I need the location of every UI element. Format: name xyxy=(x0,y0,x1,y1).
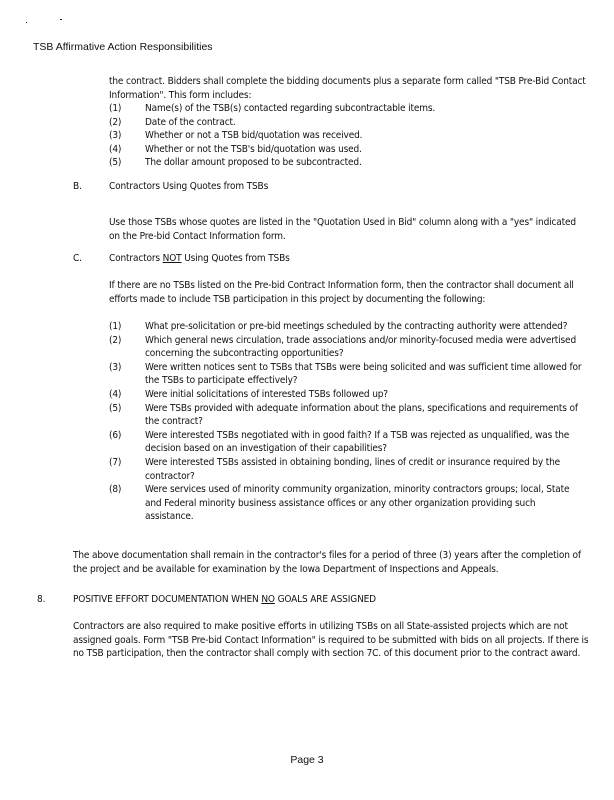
list-item xyxy=(109,129,579,143)
list-item-number: (1) xyxy=(109,103,122,114)
list-item-number: (5) xyxy=(109,157,122,169)
list-item-text: What pre-solicitation or pre-bid meetings scheduled by the contracting authority were attended? xyxy=(145,321,568,332)
list-item-text: Which general news circulation, trade associations and/or minority-focused media were advertised concerning the subcontracting opportunities? xyxy=(145,334,577,360)
heading-text: Using Quotes from TSBs xyxy=(181,253,290,264)
list-item-text: Name(s) of the TSB(s) contacted regarding subcontractable items. xyxy=(145,103,436,114)
list-item-number: (6) xyxy=(109,429,122,441)
scan-mark xyxy=(26,22,27,23)
section-c-heading xyxy=(109,252,290,266)
list-item xyxy=(109,334,585,361)
list-item xyxy=(109,402,585,429)
list-item-number: (5) xyxy=(109,402,122,414)
list-item-text: Date of the contract. xyxy=(145,116,236,128)
list-item-number: (3) xyxy=(109,361,122,373)
list-item xyxy=(109,143,579,157)
list-item xyxy=(109,483,585,524)
list-item-text: Were interested TSBs negotiated with in good faith? If a TSB was rejected as unqualified, was the decision based on an investigation of their capabilities? xyxy=(145,429,570,455)
list-item xyxy=(109,361,585,388)
section-b-paragraph: Use those TSBs whose quotes are listed in the "Quotation Used in Bid" column along with a "yes" indicated on the Pre-bid Contact Information form. xyxy=(109,217,576,242)
intro-list xyxy=(109,102,579,170)
list-item-number: (4) xyxy=(109,143,122,155)
list-item-text: Whether or not a TSB bid/quotation was received. xyxy=(145,130,363,142)
page-number: Page 3 xyxy=(290,754,324,766)
page-header: TSB Affirmative Action Responsibilities xyxy=(33,41,213,53)
list-item xyxy=(109,429,585,456)
heading-text: POSITIVE EFFORT DOCUMENTATION WHEN xyxy=(73,594,262,605)
scan-mark xyxy=(60,19,62,20)
list-item-text: The dollar amount proposed to be subcontracted. xyxy=(145,157,362,169)
list-item-number: (7) xyxy=(109,456,122,468)
list-item xyxy=(109,320,585,334)
heading-text: Contractors xyxy=(109,253,163,264)
heading-emphasis: NO xyxy=(261,594,275,605)
list-item-number: (1) xyxy=(109,321,122,332)
section-b-letter: B. xyxy=(73,181,82,192)
heading-text: GOALS ARE ASSIGNED xyxy=(274,594,376,605)
list-item-number: (2) xyxy=(109,116,122,128)
list-item xyxy=(109,116,579,130)
list-item-number: (3) xyxy=(109,130,122,142)
section-c-closing-paragraph: The above documentation shall remain in the contractor's files for a period of three (3) years after the completion of the project and be available for examination by the Iowa Department of Inspections and Appeals. xyxy=(73,550,581,575)
section-c-list xyxy=(109,320,585,524)
list-item-number: (4) xyxy=(109,388,122,400)
list-item-text: Were initial solicitations of interested TSBs followed up? xyxy=(145,388,388,400)
list-item-text: Whether or not the TSB's bid/quotation was used. xyxy=(145,143,362,155)
section-8-number: 8. xyxy=(37,594,46,605)
list-item-text: Were services used of minority community organization, minority contractors groups; local, State and Federal minority business assistance offices or any other organization providing such assistance. xyxy=(145,484,570,523)
list-item xyxy=(109,156,579,170)
list-item-text: Were written notices sent to TSBs that TSBs were being solicited and was sufficient time allowed for the TSBs to participate effectively? xyxy=(145,361,582,387)
list-item xyxy=(109,456,585,483)
list-item-text: Were interested TSBs assisted in obtaining bonding, lines of credit or insurance required by the contractor? xyxy=(145,456,561,482)
section-8-heading xyxy=(73,593,376,607)
intro-paragraph: the contract. Bidders shall complete the bidding documents plus a separate form called "TSB Pre-Bid Contact Information". This form includes: xyxy=(109,76,586,101)
list-item xyxy=(109,388,585,402)
list-item-number: (8) xyxy=(109,484,122,496)
list-item xyxy=(109,102,579,116)
section-8-paragraph: Contractors are also required to make positive efforts in utilizing TSBs on all State-assisted projects which are not assigned goals. Form "TSB Pre-bid Contact Information" is required to be submitted with bids on all projects. If there is no TSB participation, then the contractor shall comply with section 7C. of this document prior to the contract award. xyxy=(73,621,589,660)
section-b-heading: Contractors Using Quotes from TSBs xyxy=(109,181,269,192)
list-item-number: (2) xyxy=(109,334,122,346)
section-c-letter: C. xyxy=(73,253,82,264)
section-c-paragraph: If there are no TSBs listed on the Pre-bid Contract Information form, then the contractor shall document all efforts made to include TSB participation in this project by documenting the following: xyxy=(109,280,574,305)
heading-emphasis: NOT xyxy=(162,253,182,264)
list-item-text: Were TSBs provided with adequate information about the plans, specifications and requirements of the contract? xyxy=(145,402,578,428)
